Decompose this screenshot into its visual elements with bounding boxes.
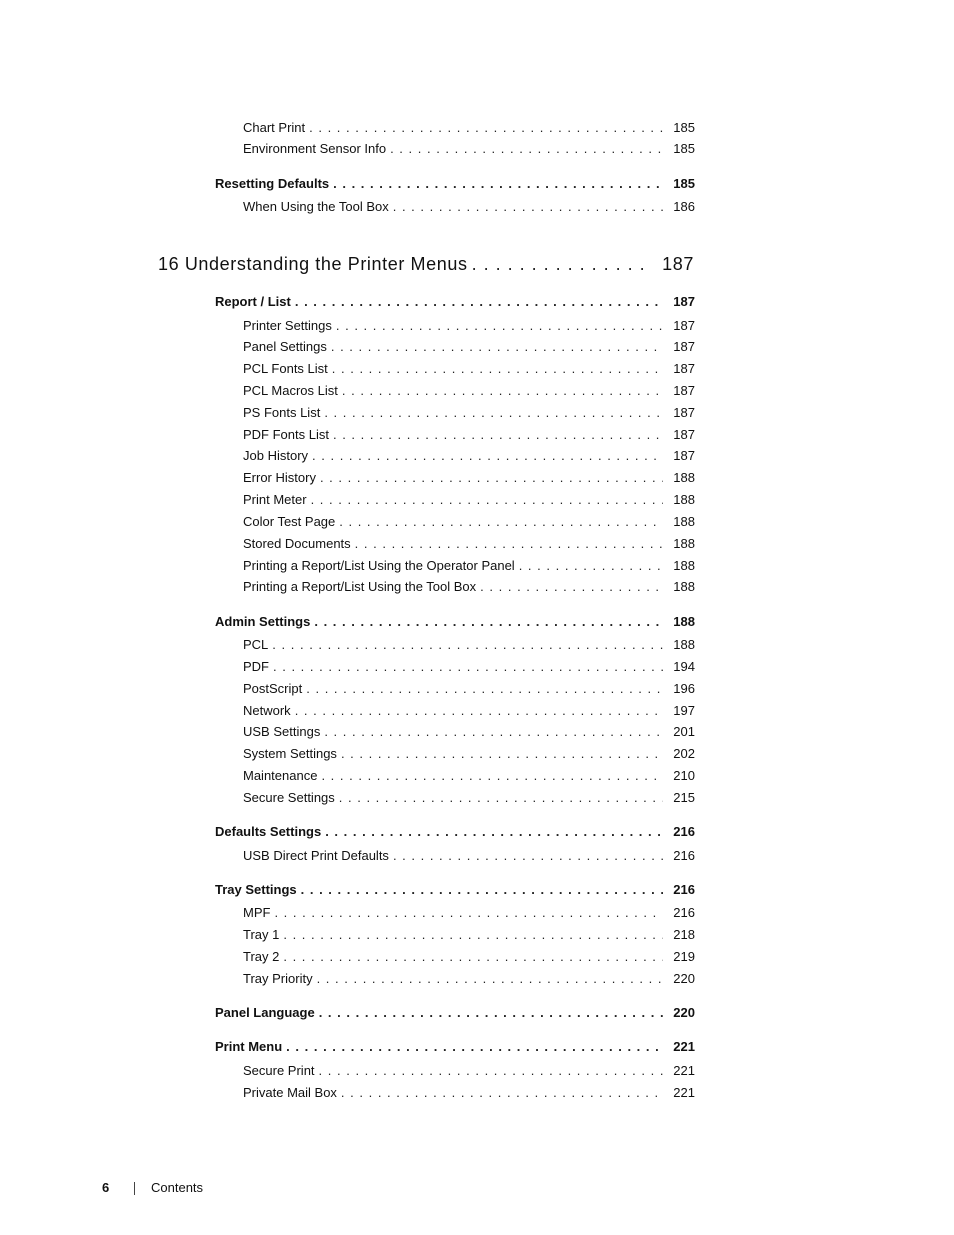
toc-dot-leader	[332, 361, 664, 376]
toc-entry-page: 216	[673, 848, 695, 863]
toc-entry-page: 216	[673, 882, 695, 897]
toc-dot-leader	[339, 514, 663, 529]
toc-dot-leader	[295, 294, 663, 309]
toc-dot-leader	[312, 448, 663, 463]
footer-separator	[134, 1182, 135, 1195]
footer-page-number: 6	[102, 1180, 110, 1195]
toc-dot-leader	[301, 882, 664, 897]
toc-entry-label: Tray Settings	[215, 882, 297, 897]
toc-subsection-entry[interactable]	[243, 470, 695, 485]
toc-dot-leader	[339, 790, 664, 805]
toc-entry-page: 187	[673, 448, 695, 463]
toc-entry-page: 216	[673, 824, 695, 839]
toc-dot-leader	[336, 318, 663, 333]
toc-entry-label: Secure Print	[243, 1063, 315, 1078]
toc-entry-label: Error History	[243, 470, 316, 485]
toc-entry-page: 196	[673, 681, 695, 696]
toc-entry-label: Print Meter	[243, 492, 307, 507]
toc-entry-page: 221	[673, 1085, 695, 1100]
toc-dot-leader	[324, 405, 663, 420]
toc-entry-page: 221	[673, 1063, 695, 1078]
toc-entry-page: 187	[673, 318, 695, 333]
toc-entry-page: 188	[673, 558, 695, 573]
toc-dot-leader	[321, 768, 663, 783]
toc-entry-label: Private Mail Box	[243, 1085, 337, 1100]
toc-subsection-entry[interactable]	[243, 339, 695, 354]
toc-entry-label: Chart Print	[243, 120, 306, 135]
toc-dot-leader	[273, 659, 663, 674]
toc-entry-page: 187	[673, 339, 695, 354]
toc-entry-label: Tray 2	[243, 949, 280, 964]
toc-entry-page: 201	[673, 724, 695, 739]
toc-entry-label: Stored Documents	[243, 536, 351, 551]
toc-entry-page: 220	[673, 971, 695, 986]
toc-chapter-entry[interactable]	[158, 254, 694, 275]
toc-subsection-entry[interactable]	[243, 681, 695, 696]
toc-entry-label: USB Direct Print Defaults	[243, 848, 389, 863]
toc-entry-label: Tray Priority	[243, 971, 313, 986]
toc-dot-leader	[317, 971, 664, 986]
toc-entry-label: System Settings	[243, 746, 337, 761]
toc-dot-leader	[295, 703, 664, 718]
toc-entry-page: 215	[673, 790, 695, 805]
toc-entry-page: 218	[673, 927, 695, 942]
toc-entry-label: Print Menu	[215, 1039, 283, 1054]
toc-dot-leader	[393, 199, 664, 214]
toc-entry-label: Report / List	[215, 294, 291, 309]
toc-entry-label: Color Test Page	[243, 514, 336, 529]
toc-entry-label: Panel Settings	[243, 339, 327, 354]
toc-dot-leader	[472, 254, 649, 275]
footer-section-title: Contents	[151, 1180, 204, 1195]
toc-entry-page: 186	[673, 199, 695, 214]
toc-dot-leader	[324, 724, 663, 739]
toc-entry-label: PDF	[243, 659, 269, 674]
toc-entry-label: Environment Sensor Info	[243, 141, 387, 156]
toc-entry-page: 210	[673, 768, 695, 783]
toc-entry-label: Job History	[243, 448, 309, 463]
toc-entry-label: PCL	[243, 637, 269, 652]
toc-dot-leader	[286, 1039, 663, 1054]
toc-dot-leader	[319, 1063, 664, 1078]
toc-subsection-entry[interactable]	[243, 536, 695, 551]
toc-section-entry[interactable]	[215, 824, 695, 839]
toc-subsection-entry[interactable]	[243, 427, 695, 442]
toc-entry-page: 194	[673, 659, 695, 674]
toc-entry-page: 188	[673, 514, 695, 529]
toc-section-entry[interactable]	[215, 1039, 695, 1054]
toc-entry-label: MPF	[243, 905, 271, 920]
toc-subsection-entry[interactable]	[243, 405, 695, 420]
toc-entry-label: Defaults Settings	[215, 824, 322, 839]
toc-subsection-entry[interactable]	[243, 637, 695, 652]
toc-entry-label: PS Fonts List	[243, 405, 321, 420]
toc-entry-label: Maintenance	[243, 768, 318, 783]
toc-dot-leader	[342, 383, 663, 398]
toc-subsection-entry[interactable]	[243, 141, 695, 156]
toc-entry-label: Printing a Report/List Using the Operator Panel	[243, 558, 515, 573]
toc-dot-leader	[341, 1085, 663, 1100]
toc-subsection-entry[interactable]	[243, 659, 695, 674]
toc-entry-page: 187	[673, 427, 695, 442]
toc-subsection-entry[interactable]	[243, 949, 695, 964]
toc-entry-label: Printing a Report/List Using the Tool Box	[243, 579, 477, 594]
toc-dot-leader	[283, 949, 663, 964]
toc-subsection-entry[interactable]	[243, 927, 695, 942]
toc-entry-page: 185	[673, 141, 695, 156]
toc-dot-leader	[341, 746, 663, 761]
toc-dot-leader	[519, 558, 664, 573]
toc-subsection-entry[interactable]	[243, 768, 695, 783]
toc-subsection-entry[interactable]	[243, 383, 695, 398]
toc-dot-leader	[306, 681, 663, 696]
toc-entry-page: 188	[673, 492, 695, 507]
toc-subsection-entry[interactable]	[243, 790, 695, 805]
toc-dot-leader	[272, 637, 663, 652]
toc-subsection-entry[interactable]	[243, 848, 695, 863]
toc-dot-leader	[274, 905, 663, 920]
toc-subsection-entry[interactable]	[243, 492, 695, 507]
toc-entry-label: PDF Fonts List	[243, 427, 329, 442]
toc-entry-page: 219	[673, 949, 695, 964]
toc-entry-label: PCL Macros List	[243, 383, 338, 398]
toc-dot-leader	[390, 141, 663, 156]
toc-subsection-entry[interactable]	[243, 905, 695, 920]
toc-subsection-entry[interactable]	[243, 1085, 695, 1100]
toc-subsection-entry[interactable]	[243, 318, 695, 333]
toc-entry-label: Printer Settings	[243, 318, 332, 333]
toc-dot-leader	[393, 848, 663, 863]
toc-dot-leader	[333, 427, 663, 442]
toc-entry-label: USB Settings	[243, 724, 321, 739]
toc-dot-leader	[331, 339, 663, 354]
toc-subsection-entry[interactable]	[243, 448, 695, 463]
toc-subsection-entry[interactable]	[243, 579, 695, 594]
toc-entry-page: 188	[673, 470, 695, 485]
toc-entry-page: 187	[673, 405, 695, 420]
toc-entry-page: 202	[673, 746, 695, 761]
toc-entry-page: 188	[673, 579, 695, 594]
toc-subsection-entry[interactable]	[243, 120, 695, 135]
toc-entry-label: Resetting Defaults	[215, 176, 330, 191]
toc-entry-page: 221	[673, 1039, 695, 1054]
toc-subsection-entry[interactable]	[243, 746, 695, 761]
toc-section-entry[interactable]	[215, 882, 695, 897]
toc-subsection-entry[interactable]	[243, 703, 695, 718]
toc-subsection-entry[interactable]	[243, 724, 695, 739]
toc-entry-label: Admin Settings	[215, 614, 311, 629]
toc-entry-label: PCL Fonts List	[243, 361, 328, 376]
toc-entry-page: 220	[673, 1005, 695, 1020]
toc-entry-page: 188	[673, 536, 695, 551]
toc-entry-page: 187	[673, 294, 695, 309]
toc-section-entry[interactable]	[215, 1005, 695, 1020]
toc-subsection-entry[interactable]	[243, 971, 695, 986]
toc-subsection-entry[interactable]	[243, 199, 695, 214]
toc-subsection-entry[interactable]	[243, 1063, 695, 1078]
toc-section-entry[interactable]	[215, 294, 695, 309]
toc-entry-label: When Using the Tool Box	[243, 199, 389, 214]
toc-entry-page: 185	[673, 120, 695, 135]
toc-dot-leader	[333, 176, 663, 191]
toc-dot-leader	[319, 1005, 664, 1020]
toc-dot-leader	[311, 492, 664, 507]
toc-dot-leader	[355, 536, 664, 551]
toc-entry-page: 188	[673, 614, 695, 629]
toc-section-entry[interactable]	[215, 614, 695, 629]
toc-subsection-entry[interactable]	[243, 514, 695, 529]
toc-entry-label: Network	[243, 703, 291, 718]
toc-dot-leader	[325, 824, 663, 839]
toc-entry-page: 197	[673, 703, 695, 718]
toc-entry-label: Tray 1	[243, 927, 280, 942]
toc-dot-leader	[314, 614, 663, 629]
toc-dot-leader	[320, 470, 663, 485]
toc-entry-page: 185	[673, 176, 695, 191]
toc-subsection-entry[interactable]	[243, 361, 695, 376]
toc-entry-label: 16 Understanding the Printer Menus	[158, 254, 468, 274]
toc-entry-page: 216	[673, 905, 695, 920]
toc-entry-page: 188	[673, 637, 695, 652]
toc-entry-page: 187	[673, 383, 695, 398]
toc-dot-leader	[309, 120, 663, 135]
toc-entry-page: 187	[662, 254, 694, 274]
toc-dot-leader	[283, 927, 663, 942]
toc-section-entry[interactable]	[215, 176, 695, 191]
toc-entry-label: Secure Settings	[243, 790, 335, 805]
toc-entry-label: PostScript	[243, 681, 303, 696]
toc-entry-label: Panel Language	[215, 1005, 315, 1020]
toc-entry-page: 187	[673, 361, 695, 376]
toc-dot-leader	[480, 579, 663, 594]
toc-subsection-entry[interactable]	[243, 558, 695, 573]
